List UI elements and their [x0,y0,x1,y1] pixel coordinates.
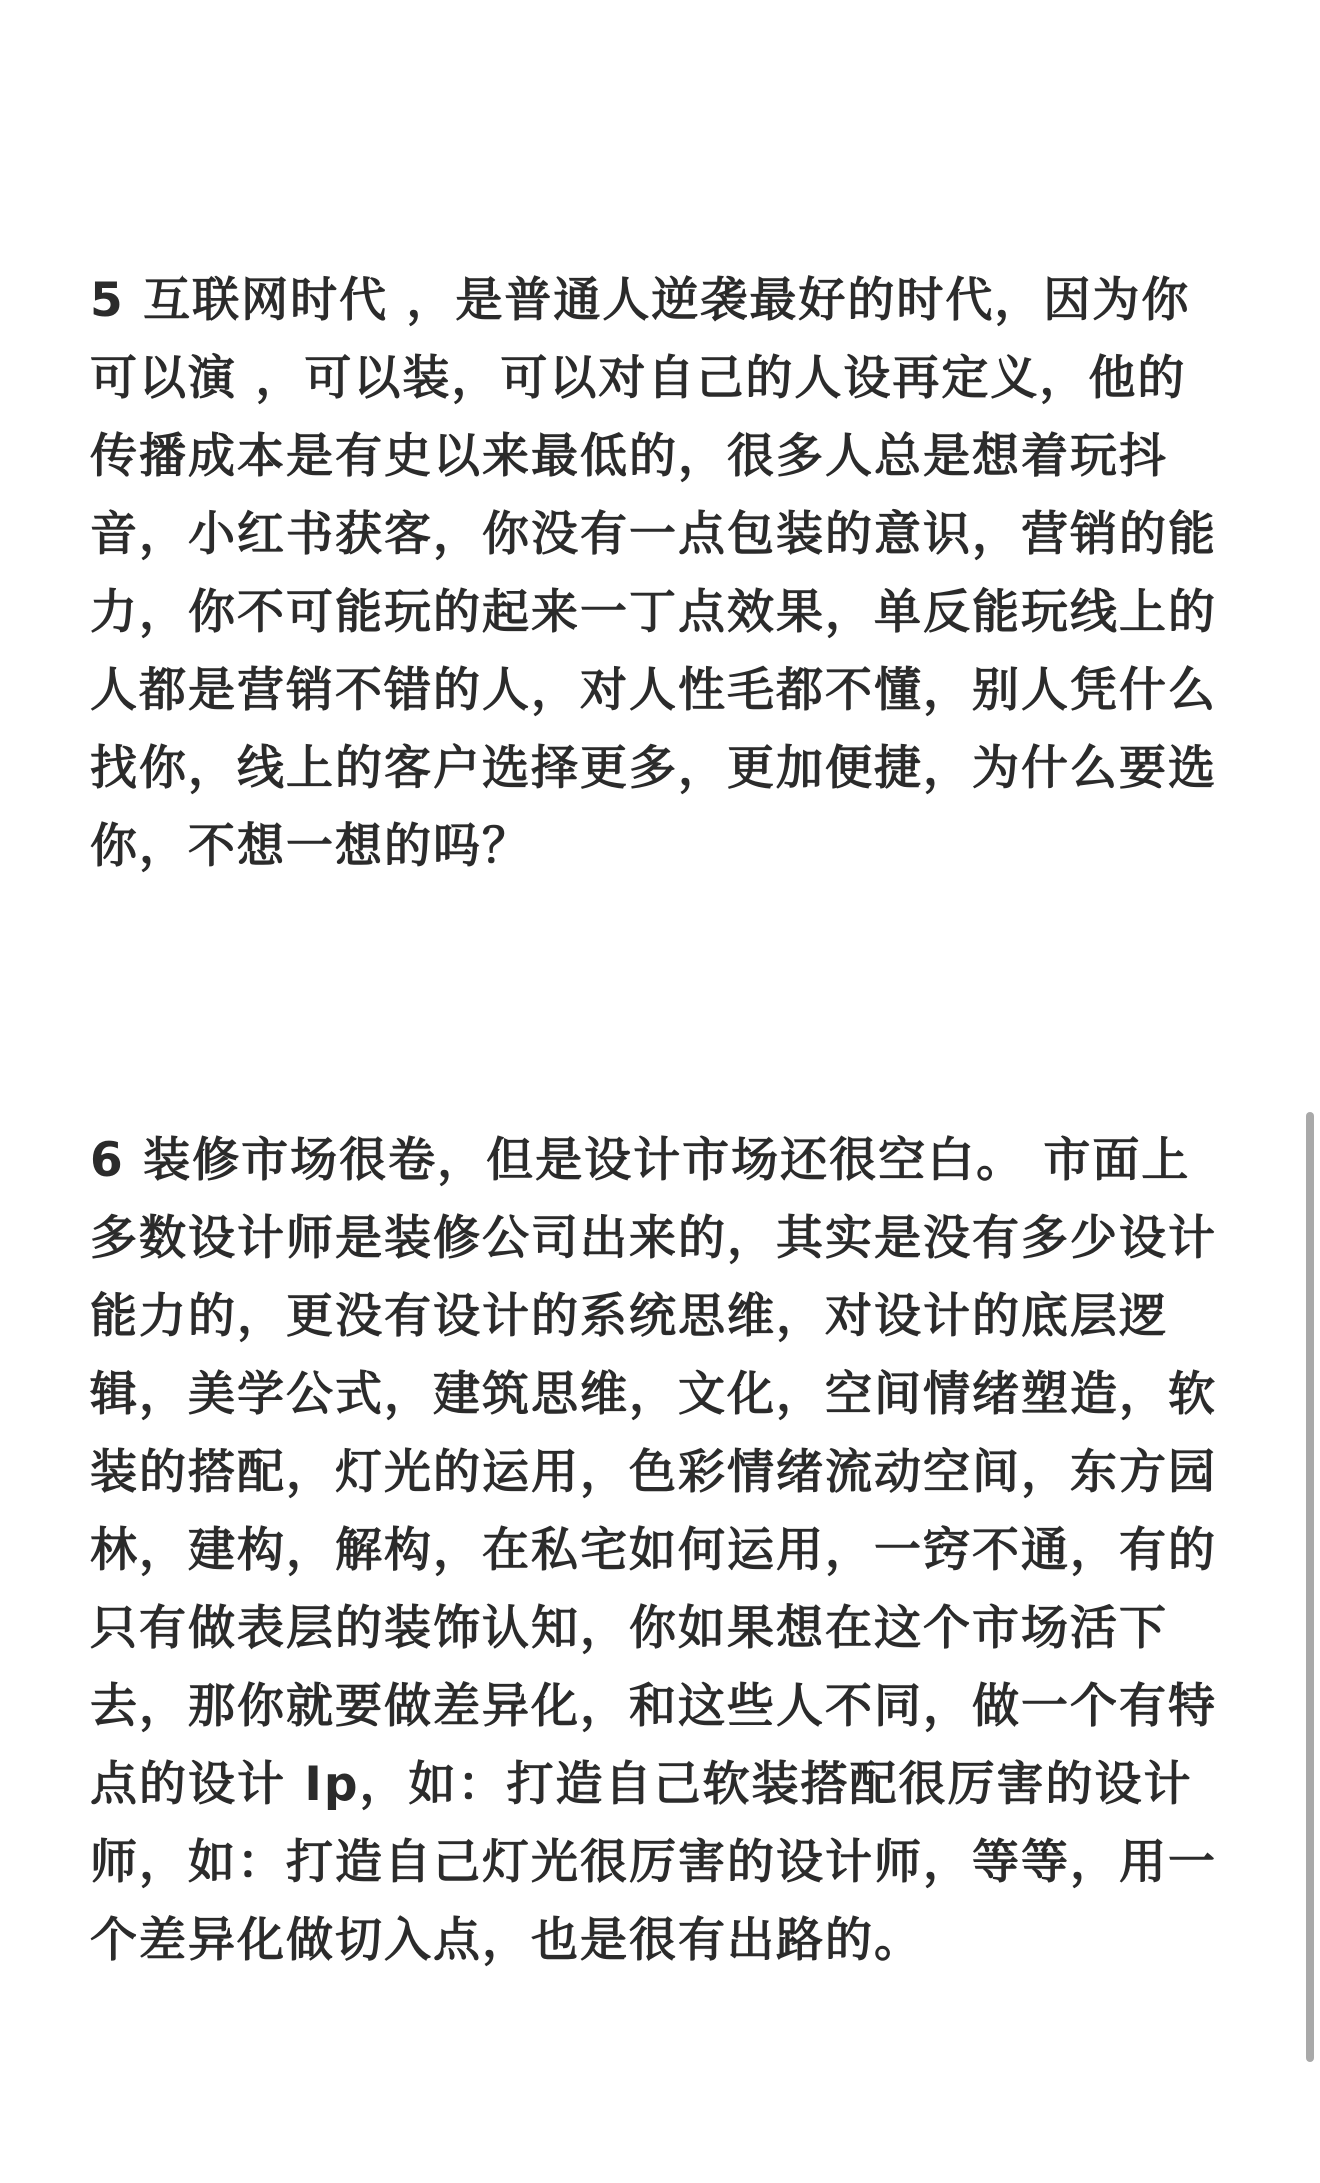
paragraph-6: 6 装修市场很卷，但是设计市场还很空白。 市面上多数设计师是装修公司出来的，其实是没有多少设计能力的，更没有设计的系统思维，对设计的底层逻辑，美学公式，建筑思维，文化，空间情绪塑造，软装的搭配，灯光的运用，色彩情绪流动空间，东方园林，建构，解构，在私宅如何运用，一窍不通，有的只有做表层的装饰认知，你如果想在这个市场活下去，那你就要做差异化，和这些人不同，做一个有特点的设计 Ip，如：打造自己软装搭配很厉害的设计师，如：打造自己灯光很厉害的设计师，等等，用一个差异化做切入点，也是很有出路的。 [90,1133,1217,1968]
paragraph-5: 5 互联网时代 ，是普通人逆袭最好的时代，因为你可以演 ，可以装，可以对自己的人设再定义，他的传播成本是有史以来最低的，很多人总是想着玩抖音，小红书获客，你没有一点包装的意识，营销的能力，你不可能玩的起来一丁点效果，单反能玩线上的人都是营销不错的人，对人性毛都不懂，别人凭什么找你，线上的客户选择更多，更加便捷，为什么要选你，不想一想的吗？ [90,273,1217,874]
vertical-scrollbar[interactable] [1306,1112,1314,2062]
